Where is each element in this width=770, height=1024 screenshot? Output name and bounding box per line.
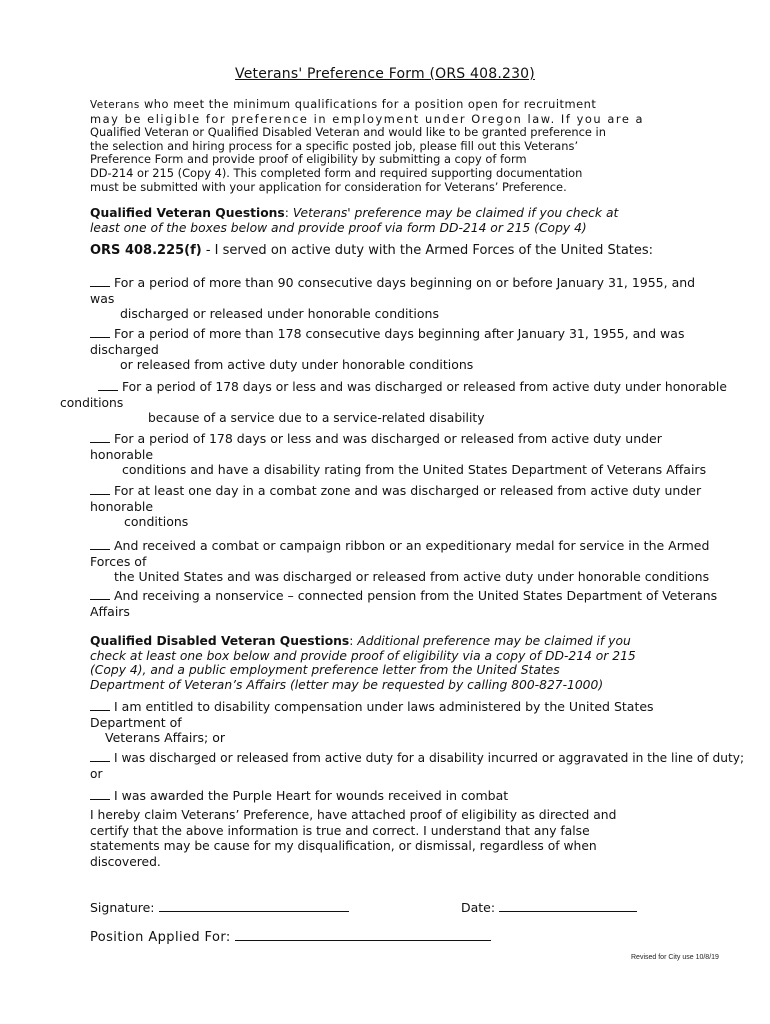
option-text: honorable bbox=[90, 446, 154, 462]
option-text: conditions bbox=[124, 514, 189, 530]
veteran-option-5 bbox=[90, 483, 701, 530]
option-text: I was awarded the Purple Heart for wounds received in combat bbox=[114, 788, 509, 803]
signature-field bbox=[90, 899, 349, 915]
disabled-veteran-instructions-4: Department of Veteran’s Affairs (letter may be requested by calling 800-827-1000) bbox=[90, 677, 604, 692]
disabled-veteran-heading: Qualified Disabled Veteran Questions bbox=[90, 634, 350, 648]
intro-line-2: may be eligible for preference in employment under Oregon law. If you are a bbox=[90, 111, 645, 126]
qualified-veteran-instructions-2: least one of the boxes below and provide proof via form DD-214 or 215 (Copy 4) bbox=[90, 220, 587, 235]
qualified-veteran-header: Qualified Veteran Questions: Veterans' preference may be claimed if you check at least one of the boxes below and provide proof via form DD-214 or 215 (Copy 4) bbox=[90, 206, 619, 235]
option-text: Department of bbox=[90, 714, 182, 730]
option-text: For a period of more than 178 consecutive days beginning after January 31, 1955, and was bbox=[114, 326, 685, 341]
intro-line-6: DD-214 or 215 (Copy 4). This completed form and required supporting documentation bbox=[90, 165, 583, 180]
disabled-option-3 bbox=[90, 788, 508, 804]
option-text: honorable bbox=[90, 498, 154, 514]
option-text: Veterans Affairs; or bbox=[105, 730, 225, 746]
option-text: And received a combat or campaign ribbon or an expeditionary medal for service in the Armed bbox=[114, 538, 710, 553]
checkbox-blank[interactable] bbox=[90, 538, 110, 550]
date-label: Date: bbox=[461, 900, 496, 915]
disabled-veteran-instructions-2: check at least one box below and provide proof of eligibility via a copy of DD-214 or 215 bbox=[90, 648, 636, 663]
position-field bbox=[90, 928, 491, 945]
option-text: For a period of 178 days or less and was discharged or released from active duty under honorable bbox=[122, 380, 727, 394]
veteran-option-6 bbox=[90, 538, 709, 585]
option-text: For at least one day in a combat zone and was discharged or released from active duty under bbox=[114, 483, 702, 498]
qualified-veteran-heading: Qualified Veteran Questions bbox=[90, 206, 285, 220]
certification-line: certify that the above information is true and correct. I understand that any false bbox=[90, 823, 590, 838]
checkbox-blank[interactable] bbox=[90, 431, 110, 443]
checkbox-blank[interactable] bbox=[90, 788, 110, 800]
checkbox-blank[interactable] bbox=[90, 483, 110, 495]
veteran-option-4 bbox=[90, 431, 706, 478]
option-text: For a period of 178 days or less and was discharged or released from active duty under bbox=[114, 431, 662, 446]
option-text: the United States and was discharged or released from active duty under honorable conditions bbox=[114, 569, 710, 585]
date-line[interactable] bbox=[499, 899, 637, 912]
option-text: was bbox=[90, 290, 115, 306]
disabled-veteran-header: Qualified Disabled Veteran Questions: Additional preference may be claimed if you check at least one box below and provide proof of eligibility via a copy of DD-214 or 215 (Copy 4), and a public employment preference letter from the United States Department of Veteran’s Affairs (letter may be requested by calling 800-827-1000) bbox=[90, 634, 636, 692]
certification-line: I hereby claim Veterans’ Preference, have attached proof of eligibility as directed and bbox=[90, 808, 617, 822]
date-field bbox=[461, 899, 637, 915]
disabled-veteran-instructions-1: Additional preference may be claimed if you bbox=[357, 634, 631, 648]
intro-line-7: must be submitted with your application for consideration for Veterans’ Preference. bbox=[90, 179, 567, 194]
option-text: I am entitled to disability compensation under laws administered by the United States bbox=[114, 699, 654, 714]
checkbox-blank[interactable] bbox=[90, 588, 110, 600]
option-text: or bbox=[90, 766, 103, 781]
veteran-option-1 bbox=[90, 275, 695, 322]
certification-line: statements may be cause for my disqualification, or dismissal, regardless of when bbox=[90, 839, 597, 854]
option-text: because of a service due to a service-related disability bbox=[148, 411, 485, 426]
disabled-option-1 bbox=[90, 699, 654, 746]
option-text: conditions and have a disability rating from the United States Department of Veterans Affairs bbox=[122, 462, 707, 478]
intro-line-3: Qualified Veteran or Qualified Disabled Veteran and would like to be granted preference in bbox=[90, 125, 606, 140]
option-text: I was discharged or released from active duty for a disability incurred or aggravated in the line of duty; bbox=[114, 751, 745, 765]
revision-footnote: Revised for City use 10/8/19 bbox=[631, 954, 719, 961]
option-text: or released from active duty under honorable conditions bbox=[120, 357, 474, 373]
veteran-option-2 bbox=[90, 326, 684, 373]
checkbox-blank[interactable] bbox=[90, 750, 110, 762]
form-title: Veterans' Preference Form (ORS 408.230) bbox=[235, 66, 535, 82]
intro-first-word: Veterans bbox=[90, 99, 140, 111]
signature-line[interactable] bbox=[159, 899, 349, 912]
position-label: Position Applied For: bbox=[90, 930, 231, 945]
position-line[interactable] bbox=[235, 928, 491, 941]
option-text: Affairs bbox=[90, 603, 130, 619]
certification-paragraph bbox=[90, 808, 616, 870]
qualified-veteran-instructions-1: Veterans' preference may be claimed if you check at bbox=[292, 206, 619, 220]
checkbox-blank[interactable] bbox=[98, 379, 118, 391]
signature-label: Signature: bbox=[90, 900, 155, 915]
option-text: For a period of more than 90 consecutive days beginning on or before January 31, 1955, and bbox=[114, 275, 696, 290]
ors-code: ORS 408.225(f) bbox=[90, 243, 202, 258]
option-text: discharged or released under honorable conditions bbox=[120, 306, 439, 322]
ors-statement bbox=[90, 243, 653, 258]
veteran-option-3 bbox=[60, 379, 727, 427]
veteran-option-7 bbox=[90, 588, 717, 619]
option-text: discharged bbox=[90, 341, 159, 357]
checkbox-blank[interactable] bbox=[90, 275, 110, 287]
disabled-veteran-instructions-3: (Copy 4), and a public employment preference letter from the United States bbox=[90, 663, 560, 677]
intro-line-1: who meet the minimum qualifications for a position open for recruitment bbox=[143, 97, 597, 111]
checkbox-blank[interactable] bbox=[90, 699, 110, 711]
intro-line-4: the selection and hiring process for a specific posted job, please fill out this Veterans’ bbox=[90, 138, 579, 153]
intro-paragraph bbox=[90, 98, 670, 194]
certification-line: discovered. bbox=[90, 854, 161, 869]
checkbox-blank[interactable] bbox=[90, 326, 110, 338]
intro-line-5: Preference Form and provide proof of eligibility by submitting a copy of form bbox=[90, 152, 527, 167]
disabled-option-2 bbox=[90, 750, 744, 782]
option-text: And receiving a nonservice – connected pension from the United States Department of Veterans bbox=[114, 588, 718, 603]
ors-text: - I served on active duty with the Armed Forces of the United States: bbox=[201, 243, 654, 258]
option-text: conditions bbox=[60, 395, 124, 410]
option-text: Forces of bbox=[90, 553, 147, 569]
